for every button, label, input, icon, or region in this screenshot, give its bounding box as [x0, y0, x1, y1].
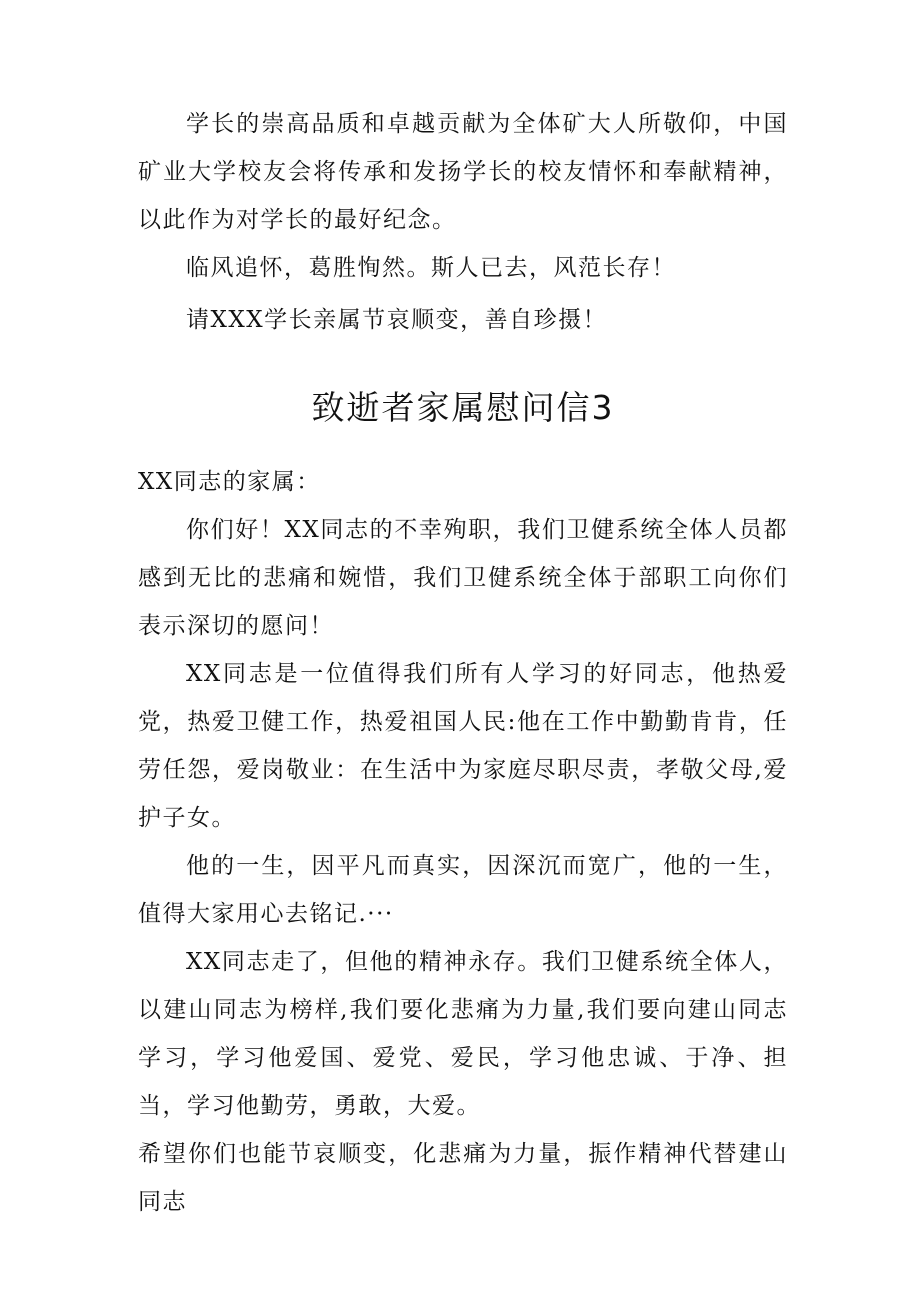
tribute-paragraph: 学长的崇高品质和卓越贡献为全体矿大人所敬仰，中国矿业大学校友会将传承和发扬学长的校友情怀和奉献精神，以此作为对学长的最好纪念。 — [138, 111, 788, 233]
mourning-line: 临风追怀，葛胜恂然。斯人已去，风范长存！ — [186, 255, 676, 281]
body-paragraph: 你们好！XX同志的不幸殉职，我们卫健系统全体人员都感到无比的悲痛和婉惜，我们卫健系统全体于部职工向你们表示深切的愿问！ — [138, 517, 788, 639]
body-paragraph: XX同志是一位值得我们所有人学习的好同志，他热爱党，热爱卫健工作，热爱祖国人民:他在工作中勤勤肯肯，任劳任怨，爱岗敬业：在生活中为家庭尽职尽责，孝敬父母,爱护子女。 — [138, 661, 788, 831]
body-paragraph: 他的一生，因平凡而真实，因深沉而宽广，他的一生，值得大家用心去铭记.··· — [138, 853, 788, 927]
salutation: XX同志的家属： — [138, 469, 321, 495]
closing-paragraph: 希望你们也能节哀顺变，化悲痛为力量，振作精神代替建山同志 — [138, 1141, 788, 1215]
letter-title: 致逝者家属慰问信3 — [311, 388, 615, 427]
document-page — [138, 100, 788, 1226]
condolence-line: 请XXX学长亲属节哀顺变，善自珍摄！ — [186, 307, 608, 333]
body-paragraph: XX同志走了，但他的精神永存。我们卫健系统全体人，以建山同志为榜样,我们要化悲痛为力量,我们要向建山同志学习，学习他爱国、爱党、爱民，学习他忠诚、于净、担当，学习他勤劳，勇敢，大爱。 — [138, 949, 788, 1119]
